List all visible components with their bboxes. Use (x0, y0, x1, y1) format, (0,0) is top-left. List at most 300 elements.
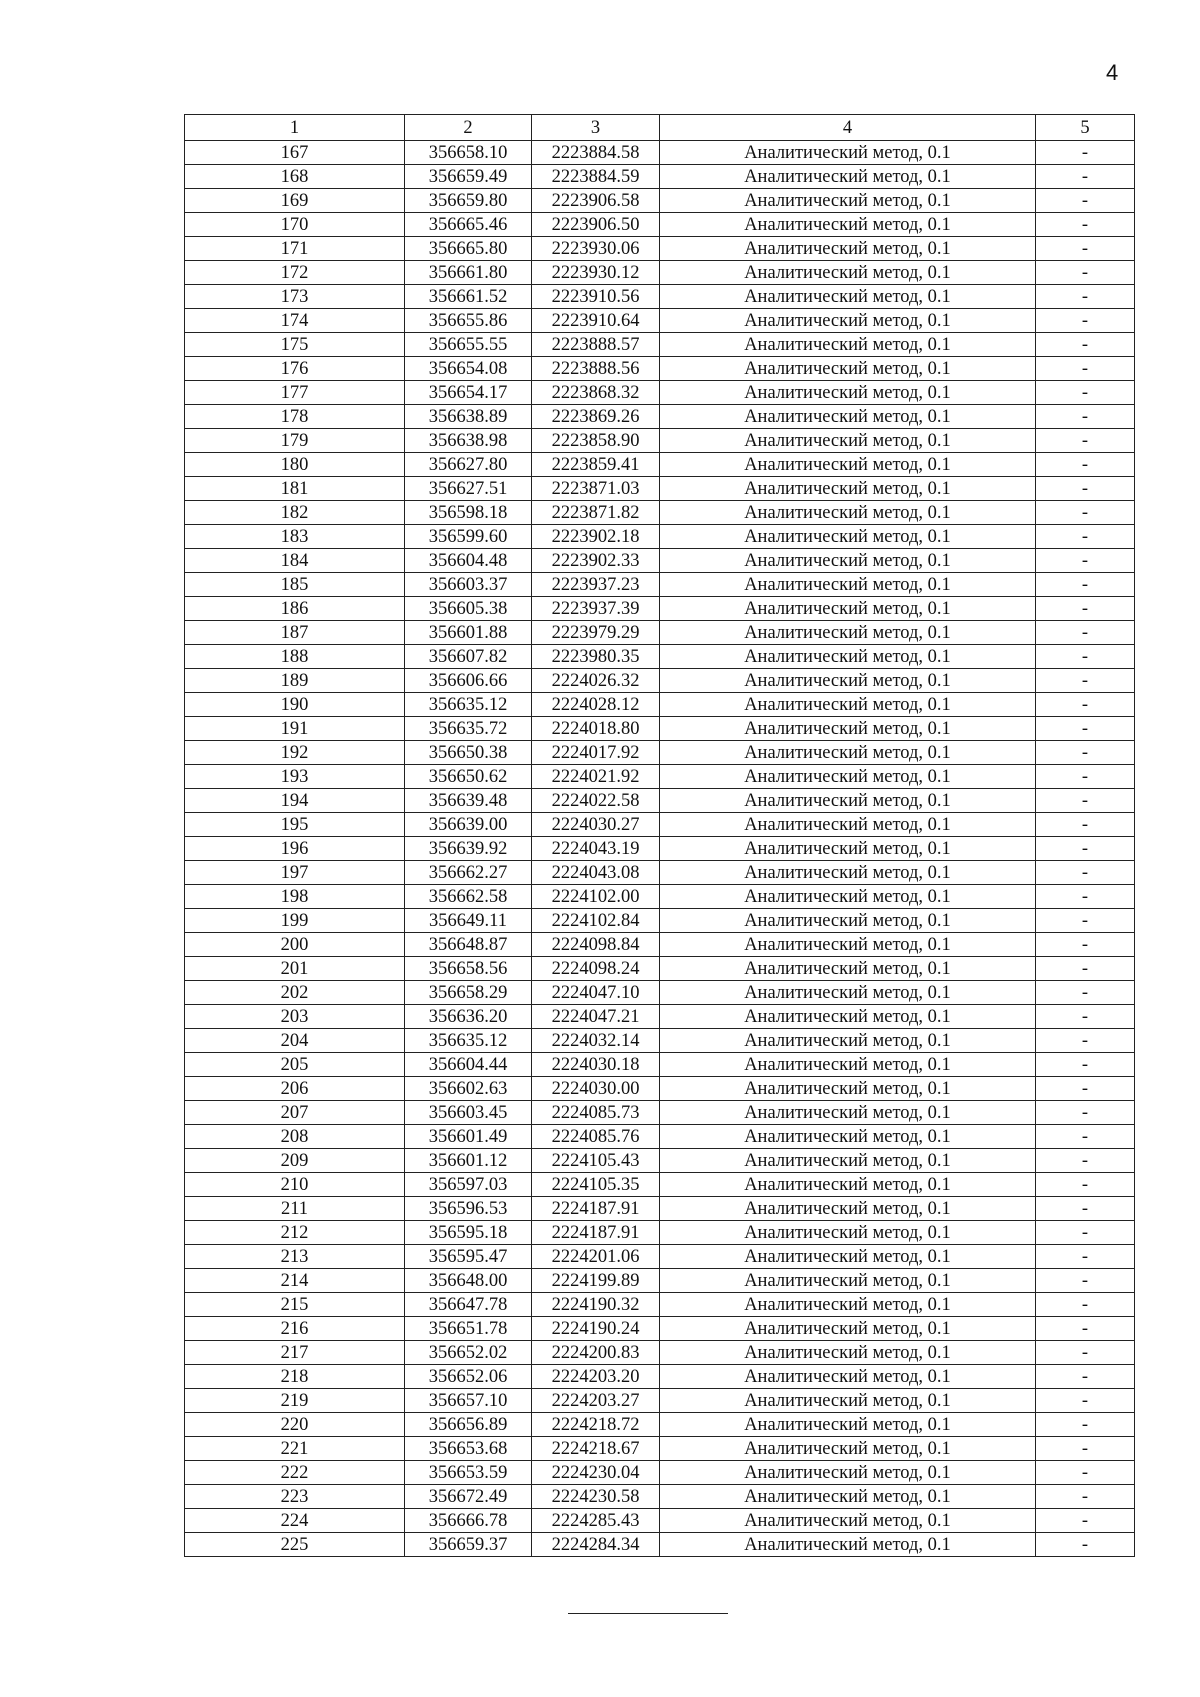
point-number: 199 (185, 909, 405, 933)
x-coordinate: 356659.80 (405, 189, 532, 213)
y-coordinate: 2224187.91 (532, 1197, 660, 1221)
point-number: 204 (185, 1029, 405, 1053)
y-coordinate: 2224085.73 (532, 1101, 660, 1125)
method-cell: Аналитический метод, 0.1 (660, 213, 1036, 237)
y-coordinate: 2223871.82 (532, 501, 660, 525)
y-coordinate: 2224085.76 (532, 1125, 660, 1149)
method-cell: Аналитический метод, 0.1 (660, 1005, 1036, 1029)
x-coordinate: 356662.27 (405, 861, 532, 885)
y-coordinate: 2224187.91 (532, 1221, 660, 1245)
note-cell: - (1036, 1053, 1135, 1077)
note-cell: - (1036, 1173, 1135, 1197)
x-coordinate: 356638.89 (405, 405, 532, 429)
x-coordinate: 356598.18 (405, 501, 532, 525)
x-coordinate: 356601.12 (405, 1149, 532, 1173)
y-coordinate: 2224102.00 (532, 885, 660, 909)
method-cell: Аналитический метод, 0.1 (660, 549, 1036, 573)
method-cell: Аналитический метод, 0.1 (660, 1053, 1036, 1077)
table-row (185, 1173, 1135, 1197)
y-coordinate: 2223930.12 (532, 261, 660, 285)
y-coordinate: 2223910.56 (532, 285, 660, 309)
table-row (185, 1485, 1135, 1509)
point-number: 189 (185, 669, 405, 693)
note-cell: - (1036, 1149, 1135, 1173)
y-coordinate: 2223979.29 (532, 621, 660, 645)
point-number: 218 (185, 1365, 405, 1389)
table-row (185, 1509, 1135, 1533)
table-row (185, 1125, 1135, 1149)
table-row (185, 357, 1135, 381)
table-row (185, 645, 1135, 669)
header-col-3: 3 (532, 115, 660, 141)
y-coordinate: 2223884.58 (532, 141, 660, 165)
point-number: 213 (185, 1245, 405, 1269)
note-cell: - (1036, 237, 1135, 261)
method-cell: Аналитический метод, 0.1 (660, 669, 1036, 693)
x-coordinate: 356599.60 (405, 525, 532, 549)
header-col-4: 4 (660, 115, 1036, 141)
method-cell: Аналитический метод, 0.1 (660, 717, 1036, 741)
point-number: 208 (185, 1125, 405, 1149)
y-coordinate: 2223858.90 (532, 429, 660, 453)
point-number: 210 (185, 1173, 405, 1197)
note-cell: - (1036, 1317, 1135, 1341)
x-coordinate: 356635.12 (405, 693, 532, 717)
table-row (185, 381, 1135, 405)
note-cell: - (1036, 141, 1135, 165)
point-number: 217 (185, 1341, 405, 1365)
table-row (185, 165, 1135, 189)
note-cell: - (1036, 477, 1135, 501)
note-cell: - (1036, 1101, 1135, 1125)
note-cell: - (1036, 669, 1135, 693)
note-cell: - (1036, 429, 1135, 453)
method-cell: Аналитический метод, 0.1 (660, 381, 1036, 405)
note-cell: - (1036, 789, 1135, 813)
method-cell: Аналитический метод, 0.1 (660, 597, 1036, 621)
note-cell: - (1036, 309, 1135, 333)
y-coordinate: 2223906.50 (532, 213, 660, 237)
x-coordinate: 356639.92 (405, 837, 532, 861)
table-row (185, 1413, 1135, 1437)
note-cell: - (1036, 1293, 1135, 1317)
method-cell: Аналитический метод, 0.1 (660, 261, 1036, 285)
method-cell: Аналитический метод, 0.1 (660, 1533, 1036, 1557)
note-cell: - (1036, 1245, 1135, 1269)
y-coordinate: 2224284.34 (532, 1533, 660, 1557)
table-body (185, 141, 1135, 1557)
point-number: 209 (185, 1149, 405, 1173)
method-cell: Аналитический метод, 0.1 (660, 1125, 1036, 1149)
table-row (185, 1389, 1135, 1413)
method-cell: Аналитический метод, 0.1 (660, 573, 1036, 597)
point-number: 171 (185, 237, 405, 261)
method-cell: Аналитический метод, 0.1 (660, 1029, 1036, 1053)
table-row (185, 1461, 1135, 1485)
method-cell: Аналитический метод, 0.1 (660, 1173, 1036, 1197)
table-row (185, 1533, 1135, 1557)
method-cell: Аналитический метод, 0.1 (660, 741, 1036, 765)
point-number: 181 (185, 477, 405, 501)
header-col-2: 2 (405, 115, 532, 141)
x-coordinate: 356658.56 (405, 957, 532, 981)
y-coordinate: 2224285.43 (532, 1509, 660, 1533)
table-row (185, 141, 1135, 165)
point-number: 180 (185, 453, 405, 477)
point-number: 192 (185, 741, 405, 765)
point-number: 197 (185, 861, 405, 885)
y-coordinate: 2223888.56 (532, 357, 660, 381)
point-number: 170 (185, 213, 405, 237)
method-cell: Аналитический метод, 0.1 (660, 765, 1036, 789)
note-cell: - (1036, 333, 1135, 357)
note-cell: - (1036, 1509, 1135, 1533)
x-coordinate: 356604.44 (405, 1053, 532, 1077)
point-number: 221 (185, 1437, 405, 1461)
note-cell: - (1036, 381, 1135, 405)
note-cell: - (1036, 1197, 1135, 1221)
point-number: 223 (185, 1485, 405, 1509)
method-cell: Аналитический метод, 0.1 (660, 981, 1036, 1005)
x-coordinate: 356659.49 (405, 165, 532, 189)
table-row (185, 261, 1135, 285)
x-coordinate: 356627.80 (405, 453, 532, 477)
note-cell: - (1036, 1269, 1135, 1293)
point-number: 203 (185, 1005, 405, 1029)
point-number: 214 (185, 1269, 405, 1293)
note-cell: - (1036, 1221, 1135, 1245)
method-cell: Аналитический метод, 0.1 (660, 477, 1036, 501)
point-number: 216 (185, 1317, 405, 1341)
point-number: 195 (185, 813, 405, 837)
y-coordinate: 2223888.57 (532, 333, 660, 357)
method-cell: Аналитический метод, 0.1 (660, 645, 1036, 669)
header-col-5: 5 (1036, 115, 1135, 141)
x-coordinate: 356647.78 (405, 1293, 532, 1317)
method-cell: Аналитический метод, 0.1 (660, 861, 1036, 885)
method-cell: Аналитический метод, 0.1 (660, 1293, 1036, 1317)
table-row (185, 789, 1135, 813)
method-cell: Аналитический метод, 0.1 (660, 1149, 1036, 1173)
point-number: 212 (185, 1221, 405, 1245)
table-row (185, 1341, 1135, 1365)
method-cell: Аналитический метод, 0.1 (660, 333, 1036, 357)
point-number: 174 (185, 309, 405, 333)
method-cell: Аналитический метод, 0.1 (660, 237, 1036, 261)
point-number: 202 (185, 981, 405, 1005)
table-row (185, 453, 1135, 477)
y-coordinate: 2223906.58 (532, 189, 660, 213)
method-cell: Аналитический метод, 0.1 (660, 309, 1036, 333)
point-number: 167 (185, 141, 405, 165)
note-cell: - (1036, 645, 1135, 669)
table-row (185, 765, 1135, 789)
method-cell: Аналитический метод, 0.1 (660, 1197, 1036, 1221)
note-cell: - (1036, 1533, 1135, 1557)
x-coordinate: 356603.45 (405, 1101, 532, 1125)
header-col-1: 1 (185, 115, 405, 141)
y-coordinate: 2224203.20 (532, 1365, 660, 1389)
y-coordinate: 2224190.24 (532, 1317, 660, 1341)
table-row (185, 741, 1135, 765)
y-coordinate: 2223902.33 (532, 549, 660, 573)
y-coordinate: 2224017.92 (532, 741, 660, 765)
x-coordinate: 356655.86 (405, 309, 532, 333)
point-number: 191 (185, 717, 405, 741)
note-cell: - (1036, 261, 1135, 285)
method-cell: Аналитический метод, 0.1 (660, 1077, 1036, 1101)
note-cell: - (1036, 1005, 1135, 1029)
table-row (185, 933, 1135, 957)
note-cell: - (1036, 1077, 1135, 1101)
point-number: 188 (185, 645, 405, 669)
method-cell: Аналитический метод, 0.1 (660, 141, 1036, 165)
table-row (185, 1221, 1135, 1245)
y-coordinate: 2224047.10 (532, 981, 660, 1005)
y-coordinate: 2224028.12 (532, 693, 660, 717)
y-coordinate: 2223884.59 (532, 165, 660, 189)
table-row (185, 813, 1135, 837)
note-cell: - (1036, 453, 1135, 477)
x-coordinate: 356627.51 (405, 477, 532, 501)
point-number: 183 (185, 525, 405, 549)
note-cell: - (1036, 1437, 1135, 1461)
point-number: 220 (185, 1413, 405, 1437)
x-coordinate: 356650.38 (405, 741, 532, 765)
method-cell: Аналитический метод, 0.1 (660, 1485, 1036, 1509)
note-cell: - (1036, 525, 1135, 549)
y-coordinate: 2223980.35 (532, 645, 660, 669)
point-number: 201 (185, 957, 405, 981)
method-cell: Аналитический метод, 0.1 (660, 1437, 1036, 1461)
note-cell: - (1036, 933, 1135, 957)
point-number: 200 (185, 933, 405, 957)
note-cell: - (1036, 861, 1135, 885)
x-coordinate: 356604.48 (405, 549, 532, 573)
method-cell: Аналитический метод, 0.1 (660, 837, 1036, 861)
table-row (185, 477, 1135, 501)
method-cell: Аналитический метод, 0.1 (660, 357, 1036, 381)
note-cell: - (1036, 741, 1135, 765)
x-coordinate: 356607.82 (405, 645, 532, 669)
table-row (185, 885, 1135, 909)
table-row (185, 1149, 1135, 1173)
x-coordinate: 356648.00 (405, 1269, 532, 1293)
method-cell: Аналитический метод, 0.1 (660, 1317, 1036, 1341)
method-cell: Аналитический метод, 0.1 (660, 693, 1036, 717)
coordinates-table (184, 114, 1135, 1557)
note-cell: - (1036, 717, 1135, 741)
note-cell: - (1036, 573, 1135, 597)
point-number: 225 (185, 1533, 405, 1557)
note-cell: - (1036, 765, 1135, 789)
method-cell: Аналитический метод, 0.1 (660, 1269, 1036, 1293)
table-row (185, 597, 1135, 621)
method-cell: Аналитический метод, 0.1 (660, 165, 1036, 189)
method-cell: Аналитический метод, 0.1 (660, 1509, 1036, 1533)
table-row (185, 717, 1135, 741)
table-row (185, 957, 1135, 981)
y-coordinate: 2223910.64 (532, 309, 660, 333)
x-coordinate: 356595.18 (405, 1221, 532, 1245)
y-coordinate: 2223930.06 (532, 237, 660, 261)
x-coordinate: 356652.06 (405, 1365, 532, 1389)
y-coordinate: 2224203.27 (532, 1389, 660, 1413)
table-row (185, 1269, 1135, 1293)
table-row (185, 621, 1135, 645)
x-coordinate: 356601.49 (405, 1125, 532, 1149)
method-cell: Аналитический метод, 0.1 (660, 933, 1036, 957)
point-number: 176 (185, 357, 405, 381)
note-cell: - (1036, 909, 1135, 933)
method-cell: Аналитический метод, 0.1 (660, 189, 1036, 213)
table-row (185, 861, 1135, 885)
point-number: 187 (185, 621, 405, 645)
y-coordinate: 2224043.19 (532, 837, 660, 861)
method-cell: Аналитический метод, 0.1 (660, 453, 1036, 477)
point-number: 206 (185, 1077, 405, 1101)
point-number: 190 (185, 693, 405, 717)
y-coordinate: 2224032.14 (532, 1029, 660, 1053)
table-row (185, 1029, 1135, 1053)
point-number: 205 (185, 1053, 405, 1077)
method-cell: Аналитический метод, 0.1 (660, 789, 1036, 813)
point-number: 173 (185, 285, 405, 309)
x-coordinate: 356595.47 (405, 1245, 532, 1269)
method-cell: Аналитический метод, 0.1 (660, 957, 1036, 981)
point-number: 198 (185, 885, 405, 909)
table-row (185, 693, 1135, 717)
x-coordinate: 356661.80 (405, 261, 532, 285)
note-cell: - (1036, 813, 1135, 837)
y-coordinate: 2224018.80 (532, 717, 660, 741)
point-number: 193 (185, 765, 405, 789)
x-coordinate: 356635.72 (405, 717, 532, 741)
x-coordinate: 356666.78 (405, 1509, 532, 1533)
y-coordinate: 2224218.67 (532, 1437, 660, 1461)
method-cell: Аналитический метод, 0.1 (660, 621, 1036, 645)
y-coordinate: 2224105.35 (532, 1173, 660, 1197)
x-coordinate: 356653.59 (405, 1461, 532, 1485)
table-row (185, 333, 1135, 357)
method-cell: Аналитический метод, 0.1 (660, 1341, 1036, 1365)
point-number: 184 (185, 549, 405, 573)
table-row (185, 549, 1135, 573)
table-row (185, 981, 1135, 1005)
method-cell: Аналитический метод, 0.1 (660, 1461, 1036, 1485)
note-cell: - (1036, 189, 1135, 213)
method-cell: Аналитический метод, 0.1 (660, 813, 1036, 837)
x-coordinate: 356661.52 (405, 285, 532, 309)
method-cell: Аналитический метод, 0.1 (660, 1101, 1036, 1125)
x-coordinate: 356639.48 (405, 789, 532, 813)
point-number: 178 (185, 405, 405, 429)
y-coordinate: 2224030.00 (532, 1077, 660, 1101)
point-number: 186 (185, 597, 405, 621)
table-row (185, 837, 1135, 861)
y-coordinate: 2224022.58 (532, 789, 660, 813)
x-coordinate: 356649.11 (405, 909, 532, 933)
method-cell: Аналитический метод, 0.1 (660, 1221, 1036, 1245)
point-number: 224 (185, 1509, 405, 1533)
x-coordinate: 356602.63 (405, 1077, 532, 1101)
method-cell: Аналитический метод, 0.1 (660, 885, 1036, 909)
y-coordinate: 2224199.89 (532, 1269, 660, 1293)
point-number: 175 (185, 333, 405, 357)
y-coordinate: 2223859.41 (532, 453, 660, 477)
method-cell: Аналитический метод, 0.1 (660, 525, 1036, 549)
note-cell: - (1036, 693, 1135, 717)
table-row (185, 1293, 1135, 1317)
table-header (185, 115, 1135, 141)
x-coordinate: 356662.58 (405, 885, 532, 909)
x-coordinate: 356636.20 (405, 1005, 532, 1029)
note-cell: - (1036, 837, 1135, 861)
x-coordinate: 356596.53 (405, 1197, 532, 1221)
x-coordinate: 356672.49 (405, 1485, 532, 1509)
y-coordinate: 2224047.21 (532, 1005, 660, 1029)
x-coordinate: 356601.88 (405, 621, 532, 645)
note-cell: - (1036, 1341, 1135, 1365)
note-cell: - (1036, 1029, 1135, 1053)
note-cell: - (1036, 621, 1135, 645)
header-row (185, 115, 1135, 141)
point-number: 172 (185, 261, 405, 285)
note-cell: - (1036, 213, 1135, 237)
y-coordinate: 2224218.72 (532, 1413, 660, 1437)
x-coordinate: 356655.55 (405, 333, 532, 357)
note-cell: - (1036, 1413, 1135, 1437)
x-coordinate: 356606.66 (405, 669, 532, 693)
y-coordinate: 2223871.03 (532, 477, 660, 501)
point-number: 169 (185, 189, 405, 213)
note-cell: - (1036, 981, 1135, 1005)
table-row (185, 909, 1135, 933)
table-row (185, 525, 1135, 549)
point-number: 215 (185, 1293, 405, 1317)
x-coordinate: 356658.10 (405, 141, 532, 165)
method-cell: Аналитический метод, 0.1 (660, 1389, 1036, 1413)
table-row (185, 1245, 1135, 1269)
point-number: 207 (185, 1101, 405, 1125)
note-cell: - (1036, 501, 1135, 525)
y-coordinate: 2224030.27 (532, 813, 660, 837)
x-coordinate: 356603.37 (405, 573, 532, 597)
table-row (185, 285, 1135, 309)
y-coordinate: 2223902.18 (532, 525, 660, 549)
method-cell: Аналитический метод, 0.1 (660, 1365, 1036, 1389)
point-number: 168 (185, 165, 405, 189)
method-cell: Аналитический метод, 0.1 (660, 909, 1036, 933)
table-row (185, 405, 1135, 429)
x-coordinate: 356657.10 (405, 1389, 532, 1413)
method-cell: Аналитический метод, 0.1 (660, 1413, 1036, 1437)
note-cell: - (1036, 285, 1135, 309)
note-cell: - (1036, 957, 1135, 981)
y-coordinate: 2224030.18 (532, 1053, 660, 1077)
y-coordinate: 2224105.43 (532, 1149, 660, 1173)
table-row (185, 309, 1135, 333)
table-row (185, 669, 1135, 693)
y-coordinate: 2224230.04 (532, 1461, 660, 1485)
x-coordinate: 356665.80 (405, 237, 532, 261)
note-cell: - (1036, 549, 1135, 573)
note-cell: - (1036, 1389, 1135, 1413)
y-coordinate: 2223869.26 (532, 405, 660, 429)
x-coordinate: 356653.68 (405, 1437, 532, 1461)
point-number: 196 (185, 837, 405, 861)
x-coordinate: 356665.46 (405, 213, 532, 237)
